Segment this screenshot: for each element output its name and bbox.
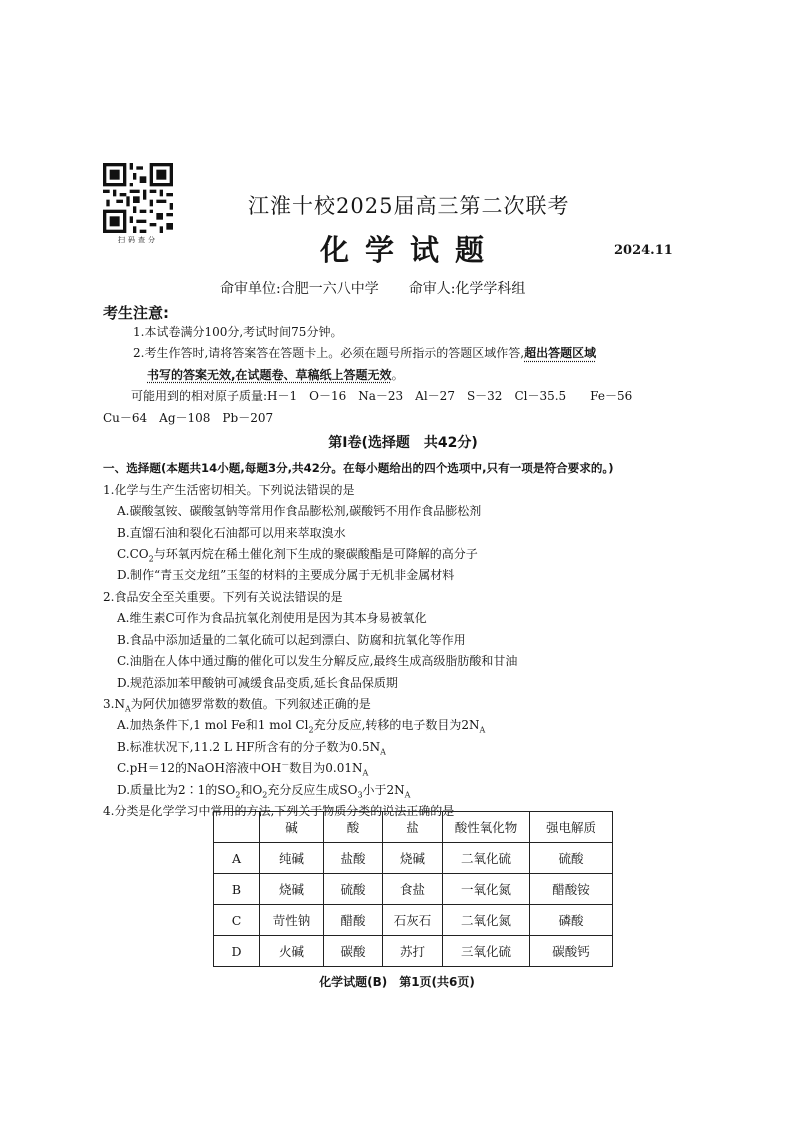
exam-date: 2024.11 [614, 243, 673, 258]
q3-b-text: B.标准状况下,11.2 L HF所含有的分子数为0.5N [117, 739, 381, 754]
q3-d-text-2: 和O [240, 782, 263, 797]
table-cell: D [214, 936, 260, 967]
q1-option-d: D.制作“青玉交龙纽”玉玺的材料的主要成分属于无机非金属材料 [117, 568, 455, 583]
section-title: 第Ⅰ卷(选择题 共42分) [328, 435, 478, 452]
qr-caption: 扫码查分 [118, 236, 158, 244]
q3-c-text: C.pH＝12的NaOH溶液中OH [117, 761, 282, 776]
table-cell: 硫酸 [324, 874, 383, 905]
table-cell: 碳酸钙 [530, 936, 613, 967]
q3-option-d [103, 780, 703, 801]
notice-item-2-text: 2.考生作答时,请将答案答在答题卡上。必须在题号所指示的答题区域作答, [133, 346, 525, 361]
table-cell: 火碱 [260, 936, 324, 967]
q3-d-sub-3: 3 [357, 789, 363, 799]
q2-stem: 2.食品安全至关重要。下列有关说法错误的是 [103, 589, 343, 604]
table-cell: 硫酸 [530, 843, 613, 874]
table-header-cell: 盐 [383, 812, 443, 843]
q3-d-sub-2: 2 [262, 789, 268, 799]
q3-d-sub-4: A [404, 789, 411, 799]
notice-item-1: 1.本试卷满分100分,考试时间75分钟。 [133, 325, 343, 339]
q4-stem: 4.分类是化学学习中常用的方法,下列关于物质分类的说法正确的是 [103, 803, 455, 818]
table-header-cell: 碱 [260, 812, 324, 843]
q1-option-c [103, 544, 703, 565]
page-footer: 化学试题(B) 第1页(共6页) [319, 975, 475, 989]
notice-item-2-cont [103, 365, 703, 386]
exam-title: 江淮十校2025届高三第二次联考 [248, 194, 570, 218]
table-cell: C [214, 905, 260, 936]
q2-option-a: A.维生素C可作为食品抗氧化剂使用是因为其本身易被氧化 [117, 611, 427, 626]
q3-option-b [103, 737, 703, 758]
setter-unit: 命审单位:合肥一六八中学 [220, 281, 379, 297]
table-cell: 一氧化氮 [443, 874, 530, 905]
table-cell: 食盐 [383, 874, 443, 905]
table-cell: 醋酸铵 [530, 874, 613, 905]
classification-table [213, 811, 613, 967]
table-cell: 烧碱 [383, 843, 443, 874]
table-header-cell: 强电解质 [530, 812, 613, 843]
q2-option-d: D.规范添加苯甲酸钠可减缓食品变质,延长食品保质期 [117, 675, 398, 690]
table-row [214, 843, 613, 874]
notice-item-2 [103, 343, 703, 364]
atomic-masses-line-1: 可能用到的相对原子质量:H－1 O－16 Na－23 Al－27 S－32 Cl－35.5 Fe－56 [131, 389, 633, 404]
q3-option-c [103, 758, 703, 779]
qr-code-icon [103, 163, 173, 233]
notice-item-2-emphasis: 超出答题区域 [524, 346, 597, 361]
q1-stem: 1.化学与生产生活密切相关。下列说法错误的是 [103, 482, 355, 497]
authors-line [220, 278, 525, 298]
table-header-row [214, 812, 613, 843]
q3-d-text-4: 小于2N [362, 782, 405, 797]
q3-c-sub: A [362, 768, 369, 778]
table-cell: 苛性钠 [260, 905, 324, 936]
exam-content [103, 322, 703, 822]
q3-b-sub: A [380, 747, 386, 757]
q1-c-text: C.CO [117, 547, 149, 562]
q2-option-b: B.食品中添加适量的二氧化硫可以起到漂白、防腐和抗氧化等作用 [117, 632, 466, 647]
table-cell: 碳酸 [324, 936, 383, 967]
table-cell: 烧碱 [260, 874, 324, 905]
q3-a-sub-2: A [479, 725, 486, 735]
table-cell: 二氧化硫 [443, 843, 530, 874]
q3-stem [103, 694, 703, 715]
table-header-cell: 酸性氧化物 [443, 812, 530, 843]
table-cell: 二氧化氮 [443, 905, 530, 936]
q3-stem-text: 3.N [103, 696, 125, 711]
table-row [214, 936, 613, 967]
q2-option-c: C.油脂在人体中通过酶的催化可以发生分解反应,最终生成高级脂肪酸和甘油 [117, 654, 518, 669]
table-cell: B [214, 874, 260, 905]
q3-d-text: D.质量比为2∶1的SO [117, 782, 236, 797]
q3-stem-sub: A [124, 704, 131, 714]
q3-option-a [103, 715, 703, 736]
notice-item-2-end: 。 [391, 367, 404, 382]
q1-option-b: B.直馏石油和裂化石油都可以用来萃取溴水 [117, 525, 346, 540]
q3-stem-text-2: 为阿伏加德罗常数的数值。下列叙述正确的是 [130, 696, 371, 711]
q3-d-sub-1: 2 [235, 789, 241, 799]
table-cell: 纯碱 [260, 843, 324, 874]
table-row [214, 874, 613, 905]
table-row [214, 905, 613, 936]
table-header-cell [214, 812, 260, 843]
q1-option-a: A.碳酸氢铵、碳酸氢钠等常用作食品膨松剂,碳酸钙不用作食品膨松剂 [117, 504, 482, 519]
table-cell: 醋酸 [324, 905, 383, 936]
table-cell: A [214, 843, 260, 874]
notice-item-2-emphasis-cont: 书写的答案无效,在试题卷、草稿纸上答题无效 [147, 367, 392, 382]
q1-c-text-2: 与环氧丙烷在稀土催化剂下生成的聚碳酸酯是可降解的高分子 [153, 547, 478, 562]
table-cell: 磷酸 [530, 905, 613, 936]
notice-heading: 考生注意: [103, 304, 169, 322]
table-cell: 石灰石 [383, 905, 443, 936]
subject-title: 化学试题 [320, 233, 501, 267]
table-cell: 苏打 [383, 936, 443, 967]
reviewer: 命审人:化学学科组 [408, 281, 526, 297]
table-header-cell: 酸 [324, 812, 383, 843]
q3-a-text: A.加热条件下,1 mol Fe和1 mol Cl [117, 718, 309, 733]
q3-c-sup: － [281, 760, 290, 770]
section-instructions: 一、选择题(本题共14小题,每题3分,共42分。在每小题给出的四个选项中,只有一项是符合要求的。) [103, 461, 614, 476]
table-cell: 盐酸 [324, 843, 383, 874]
atomic-masses-line-2: Cu－64 Ag－108 Pb－207 [103, 410, 274, 425]
q3-c-text-2: 数目为0.01N [289, 761, 363, 776]
table-cell: 三氧化硫 [443, 936, 530, 967]
q3-d-text-3: 充分反应生成SO [267, 782, 358, 797]
q3-a-text-2: 充分反应,转移的电子数目为2N [313, 718, 480, 733]
q1-c-sub: 2 [148, 554, 154, 564]
q3-a-sub-1: 2 [308, 725, 314, 735]
